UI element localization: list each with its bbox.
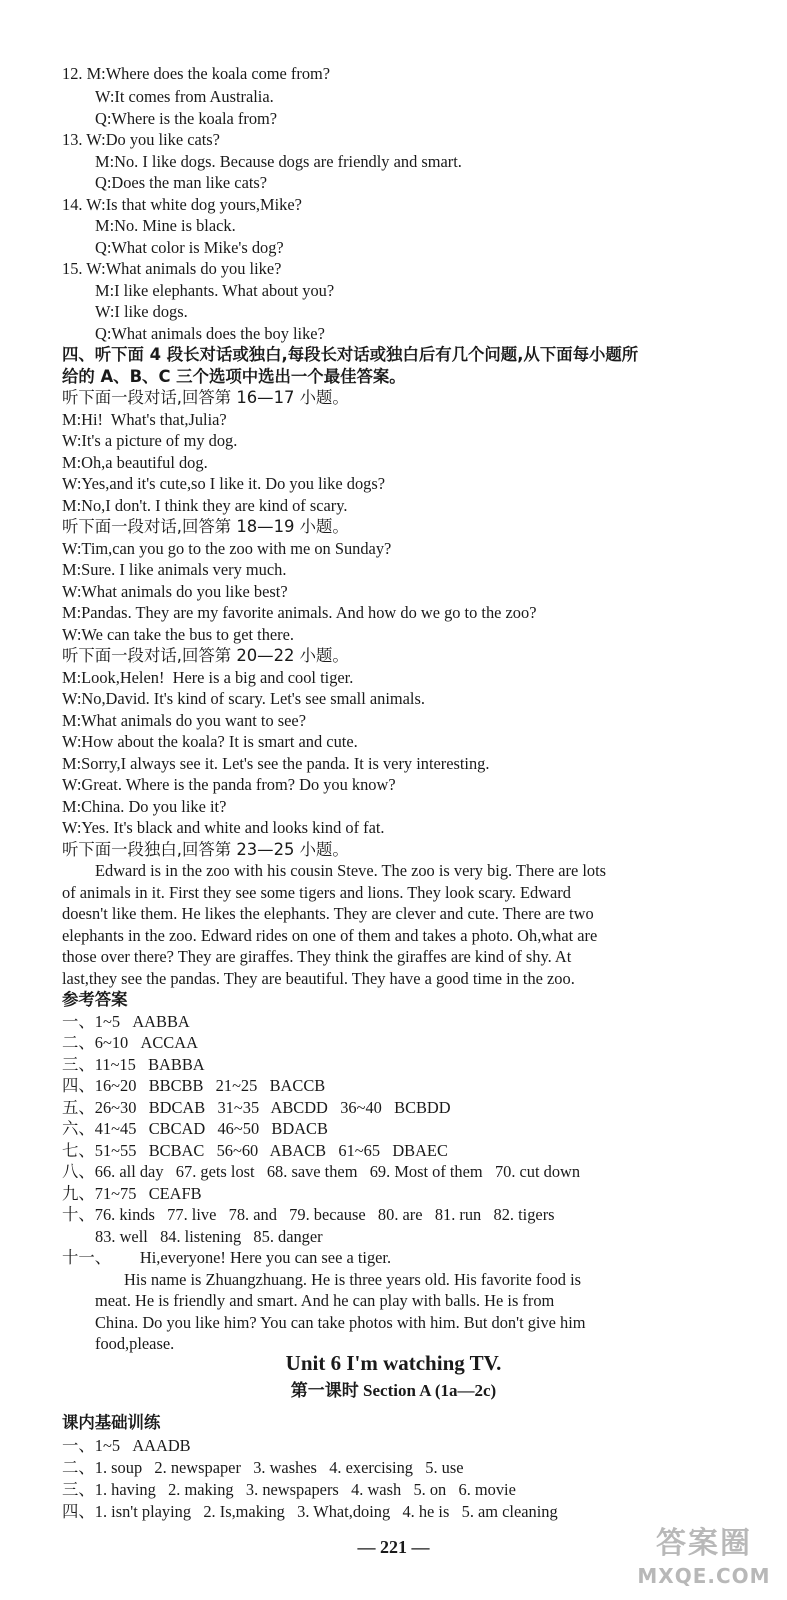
text-line: 三、11~15 BABBA [62,1055,205,1074]
text-line: W:What animals do you like best? [62,582,288,601]
watermark-url: MXQE.COM [637,1564,771,1588]
text-line: M:No,I don't. I think they are kind of scary. [62,496,348,515]
watermark-logo [629,1524,779,1594]
text-line: His name is Zhuangzhuang. He is three years old. His favorite food is [124,1270,582,1289]
text-line: 13. W:Do you like cats? [62,130,220,149]
page-number: — 221 — [357,1537,430,1557]
text-line: last,they see the pandas. They are beautiful. They have a good time in the zoo. [62,969,575,988]
text-line: 给的 A、B、C 三个选项中选出一个最佳答案。 [62,367,406,386]
text-line: M:I like elephants. What about you? [95,281,335,300]
text-line: W:It's a picture of my dog. [62,431,238,450]
text-line: meat. He is friendly and smart. And he can play with balls. He is from [95,1291,555,1310]
text-line: China. Do you like him? You can take photos with him. But don't give him [95,1313,586,1332]
text-line: M:Sure. I like animals very much. [62,560,287,579]
text-line: 十一、 Hi,everyone! Here you can see a tiger. [62,1248,392,1267]
text-line: 参考答案 [62,990,128,1009]
text-line: 听下面一段独白,回答第 23—25 小题。 [62,840,349,859]
text-line: W:I like dogs. [95,302,188,321]
text-line: M:Look,Helen! Here is a big and cool tiger. [62,668,354,687]
text-line: M:Oh,a beautiful dog. [62,453,208,472]
text-line: 课内基础训练 [62,1413,161,1432]
text-line: W:Great. Where is the panda from? Do you know? [62,775,396,794]
text-line: doesn't like them. He likes the elephants. They are clever and cute. There are two [62,904,594,923]
text-line: 六、41~45 CBCAD 46~50 BDACB [62,1119,328,1138]
text-line: Q:What color is Mike's dog? [95,238,284,257]
unit-title: Unit 6 I'm watching TV. [285,1351,502,1375]
text-line: 七、51~55 BCBAC 56~60 ABACB 61~65 DBAEC [62,1141,448,1160]
text-line: 一、1~5 AAADB [62,1436,191,1455]
text-line: W:Yes,and it's cute,so I like it. Do you like dogs? [62,474,385,493]
text-line: M:No. Mine is black. [95,216,236,235]
text-line: 四、16~20 BBCBB 21~25 BACCB [62,1076,326,1095]
text-line: M:China. Do you like it? [62,797,227,816]
text-line: 二、1. soup 2. newspaper 3. washes 4. exercising 5. use [62,1458,464,1477]
text-line: Q:Does the man like cats? [95,173,268,192]
text-line: M:Pandas. They are my favorite animals. And how do we go to the zoo? [62,603,537,622]
text-line: W:Tim,can you go to the zoo with me on Sunday? [62,539,392,558]
text-line: 十、76. kinds 77. live 78. and 79. because 80. are 81. run 82. tigers [62,1205,555,1224]
text-line: M:What animals do you want to see? [62,711,306,730]
text-line: 四、听下面 4 段长对话或独白,每段长对话或独白后有几个问题,从下面每小题所 [62,345,639,364]
lesson-title: 第一课时 Section A (1a—2c) [290,1381,497,1400]
text-line: 九、71~75 CEAFB [62,1184,202,1203]
watermark-chinese: 答案圈 [656,1526,752,1561]
text-line: 四、1. isn't playing 2. Is,making 3. What,doing 4. he is 5. am cleaning [62,1502,558,1521]
text-line: elephants in the zoo. Edward rides on one of them and takes a photo. Oh,what are [62,926,598,945]
text-line: W:Yes. It's black and white and looks kind of fat. [62,818,385,837]
text-line: 听下面一段对话,回答第 18—19 小题。 [62,517,349,536]
text-line: Q:What animals does the boy like? [95,324,325,343]
text-line: 五、26~30 BDCAB 31~35 ABCDD 36~40 BCBDD [62,1098,451,1117]
text-line: 一、1~5 AABBA [62,1012,190,1031]
text-line: W:It comes from Australia. [95,87,274,106]
text-line: of animals in it. First they see some tigers and lions. They look scary. Edward [62,883,571,902]
text-line: W:How about the koala? It is smart and cute. [62,732,358,751]
text-line: 听下面一段对话,回答第 20—22 小题。 [62,646,349,665]
text-line: 14. W:Is that white dog yours,Mike? [62,195,302,214]
text-line: 三、1. having 2. making 3. newspapers 4. wash 5. on 6. movie [62,1480,516,1499]
text-line: 15. W:What animals do you like? [62,259,282,278]
text-line: M:No. I like dogs. Because dogs are friendly and smart. [95,152,462,171]
text-line: M:Sorry,I always see it. Let's see the panda. It is very interesting. [62,754,490,773]
text-line: M:Hi! What's that,Julia? [62,410,227,429]
text-line: Edward is in the zoo with his cousin Steve. The zoo is very big. There are lots [95,861,607,880]
text-line: 八、66. all day 67. gets lost 68. save them 69. Most of them 70. cut down [62,1162,581,1181]
text-line: W:We can take the bus to get there. [62,625,294,644]
text-line: 二、6~10 ACCAA [62,1033,198,1052]
text-line: W:No,David. It's kind of scary. Let's see small animals. [62,689,425,708]
text-line: food,please. [95,1334,175,1353]
text-line: 83. well 84. listening 85. danger [95,1227,323,1246]
text-line: those over there? They are giraffes. They think the giraffes are kind of shy. At [62,947,572,966]
text-line: 12. M:Where does the koala come from? [62,64,331,83]
text-line: 听下面一段对话,回答第 16—17 小题。 [62,388,349,407]
text-line: Q:Where is the koala from? [95,109,278,128]
